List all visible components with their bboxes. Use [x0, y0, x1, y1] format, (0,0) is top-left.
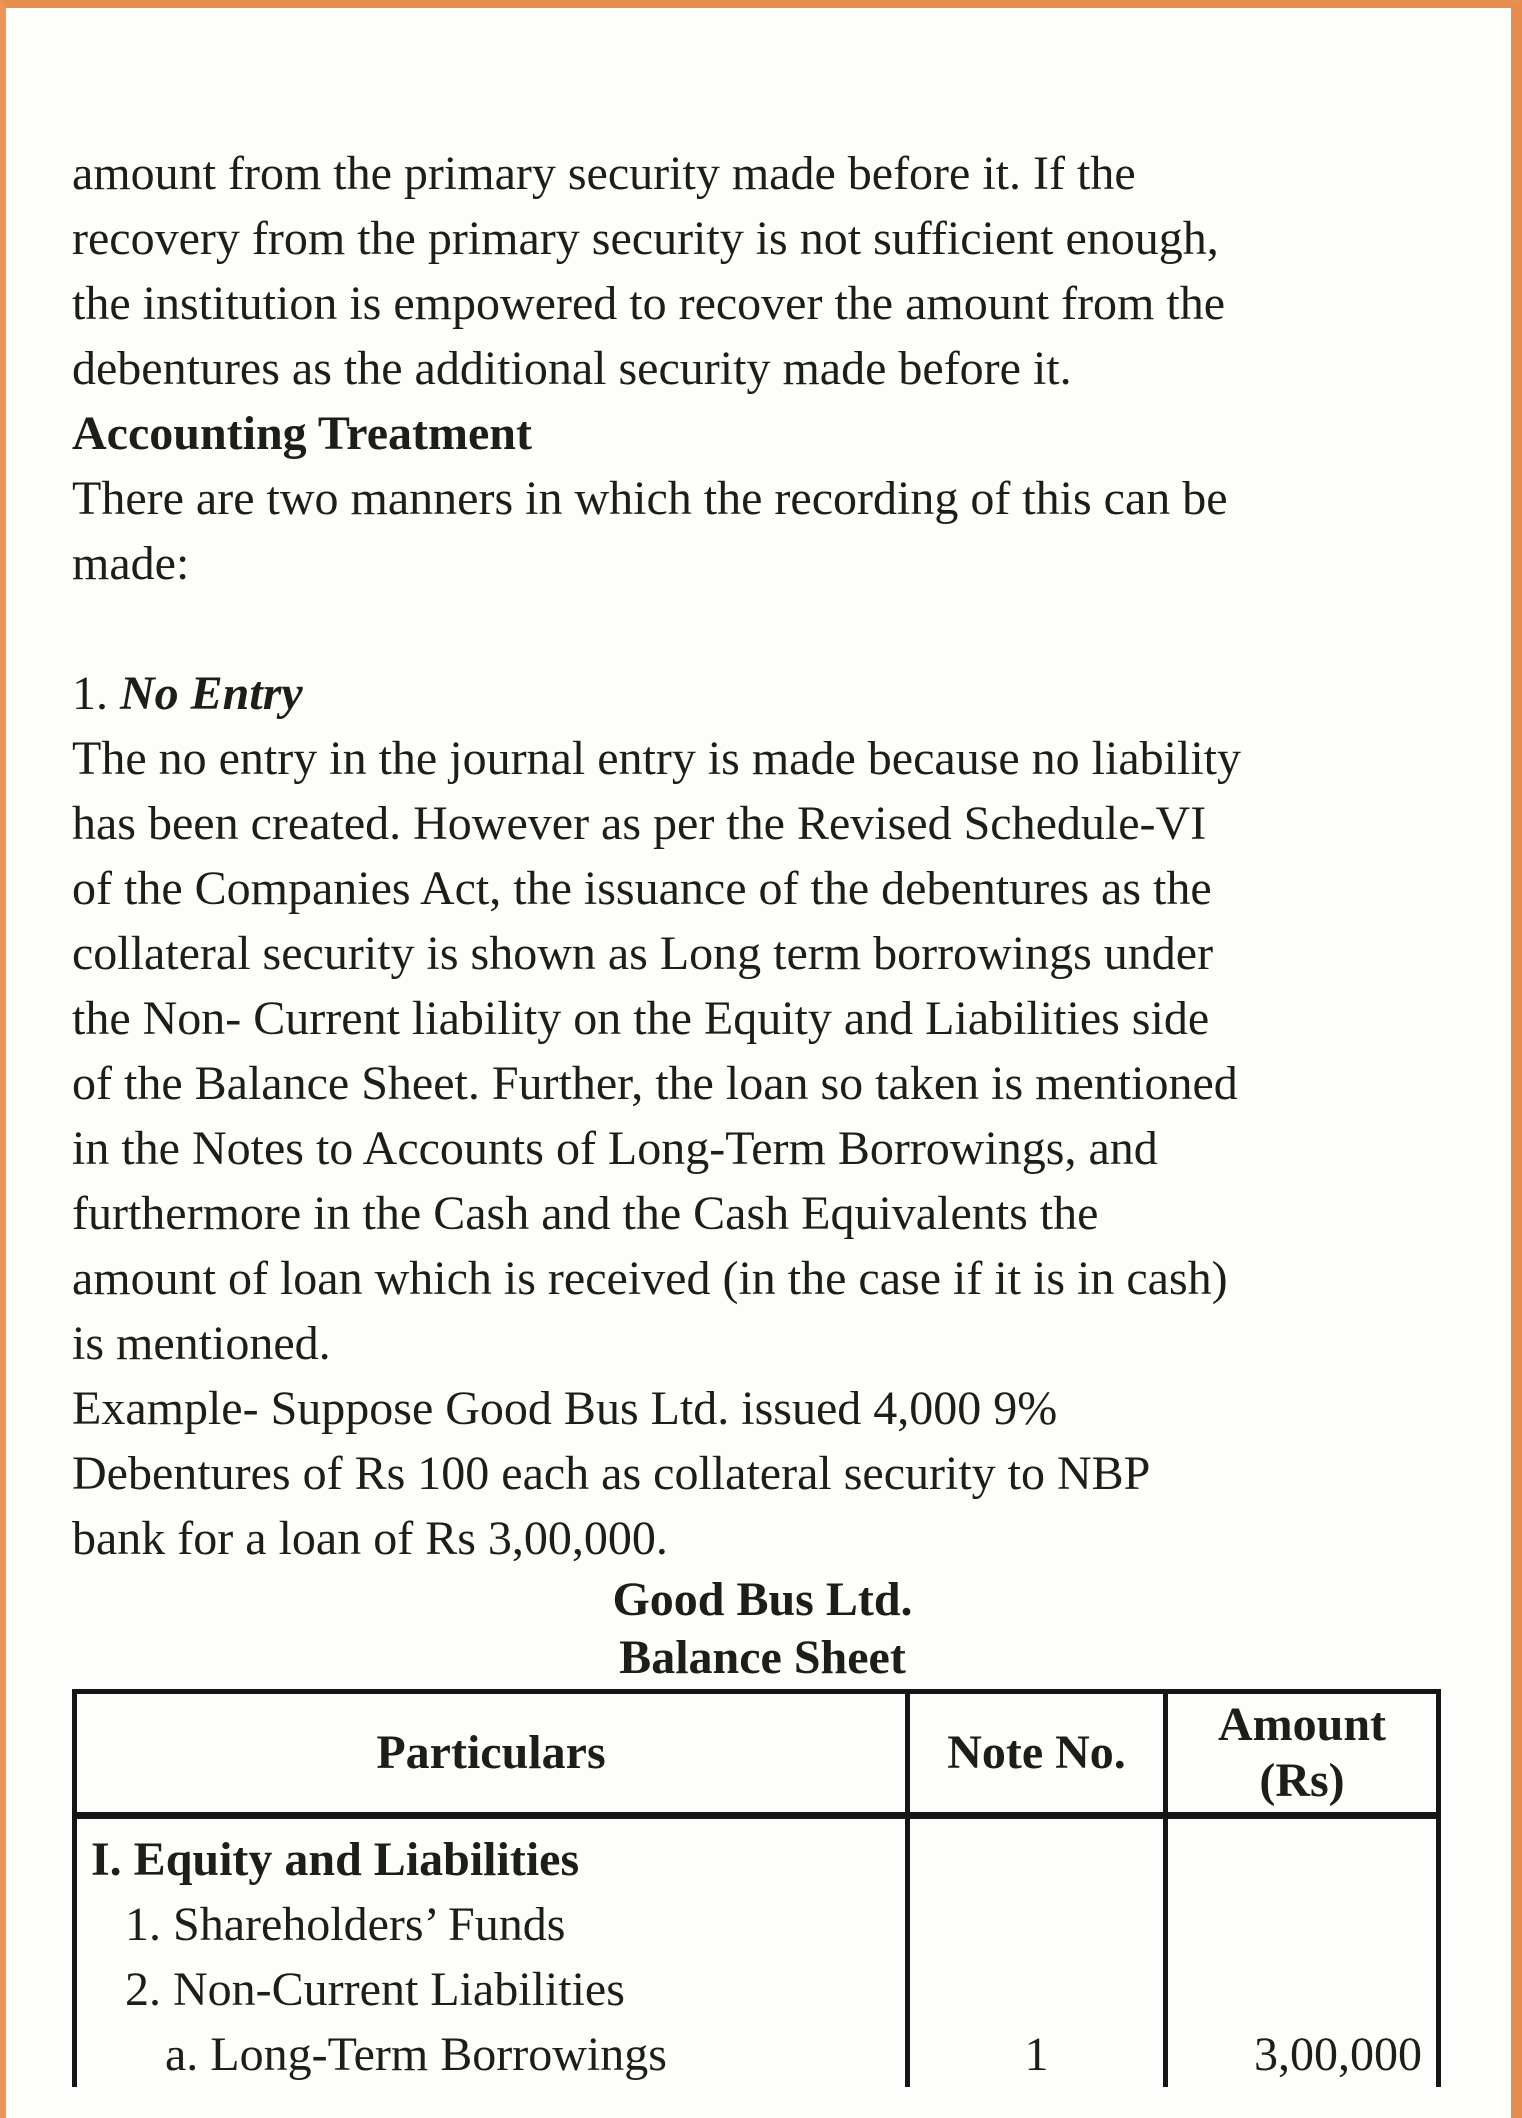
amount-cell: [1166, 1816, 1439, 2088]
text-line: is mentioned.: [72, 1317, 331, 1370]
text-line: made:: [72, 537, 190, 590]
table-header-row: [75, 1692, 1439, 1816]
note-no-value: 1: [1024, 2028, 1049, 2081]
text-line: furthermore in the Cash and the Cash Equivalents the: [72, 1187, 1099, 1240]
vertical-gap: [72, 596, 1453, 661]
intro-paragraph: [72, 141, 1453, 401]
text-line: Example- Suppose Good Bus Ltd. issued 4,000 9%: [72, 1382, 1058, 1435]
particulars-cell: [75, 1816, 908, 2088]
long-term-borrowings-line: a. Long-Term Borrowings: [165, 2028, 667, 2081]
no-entry-title: No Entry: [120, 667, 303, 720]
equity-liabilities-line: I. Equity and Liabilities: [91, 1833, 580, 1886]
page-content: [6, 8, 1511, 2087]
no-entry-heading: [72, 661, 1453, 726]
no-entry-paragraph: [72, 726, 1453, 1376]
manners-paragraph: [72, 466, 1453, 596]
text-line: recovery from the primary security is not sufficient enough,: [72, 212, 1219, 265]
text-line: bank for a loan of Rs 3,00,000.: [72, 1512, 668, 1565]
text-line: the Non- Current liability on the Equity and Liabilities side: [72, 992, 1210, 1045]
text-line: of the Companies Act, the issuance of the debentures as the: [72, 862, 1212, 915]
text-line: The no entry in the journal entry is made because no liability: [72, 732, 1241, 785]
company-title: Good Bus Ltd.: [612, 1573, 913, 1626]
text-line: collateral security is shown as Long term borrowings under: [72, 927, 1214, 980]
text-line: the institution is empowered to recover the amount from the: [72, 277, 1226, 330]
table-body-row: [75, 1816, 1439, 2088]
non-current-liabilities-line: 2. Non-Current Liabilities: [125, 1963, 625, 2016]
accounting-treatment-heading: Accounting Treatment: [72, 407, 532, 460]
balance-sheet-title: Balance Sheet: [619, 1631, 906, 1684]
text-line: Debentures of Rs 100 each as collateral security to NBP: [72, 1447, 1151, 1500]
text-line: in the Notes to Accounts of Long-Term Borrowings, and: [72, 1122, 1158, 1175]
text-line: There are two manners in which the recording of this can be: [72, 472, 1228, 525]
note-no-cell: [908, 1816, 1166, 2088]
amount-header: [1166, 1692, 1439, 1816]
text-line: debentures as the additional security made before it.: [72, 342, 1072, 395]
text-line: amount of loan which is received (in the case if it is in cash): [72, 1252, 1228, 1305]
amount-value: 3,00,000: [1254, 2028, 1422, 2081]
table-header: [75, 1692, 1439, 1816]
text-line: of the Balance Sheet. Further, the loan so taken is mentioned: [72, 1057, 1238, 1110]
example-paragraph: [72, 1376, 1453, 1571]
balance-sheet-table: [72, 1689, 1441, 2087]
list-number: 1.: [72, 667, 120, 720]
particulars-header: Particulars: [75, 1692, 908, 1816]
table-body: [75, 1816, 1439, 2088]
note-no-header: Note No.: [908, 1692, 1166, 1816]
text-line: has been created. However as per the Revised Schedule-VI: [72, 797, 1207, 850]
shareholders-funds-line: 1. Shareholders’ Funds: [125, 1898, 566, 1951]
amount-header-line2: (Rs): [1259, 1754, 1345, 1807]
text-line: amount from the primary security made before it. If the: [72, 147, 1136, 200]
amount-header-line1: Amount: [1217, 1698, 1387, 1751]
